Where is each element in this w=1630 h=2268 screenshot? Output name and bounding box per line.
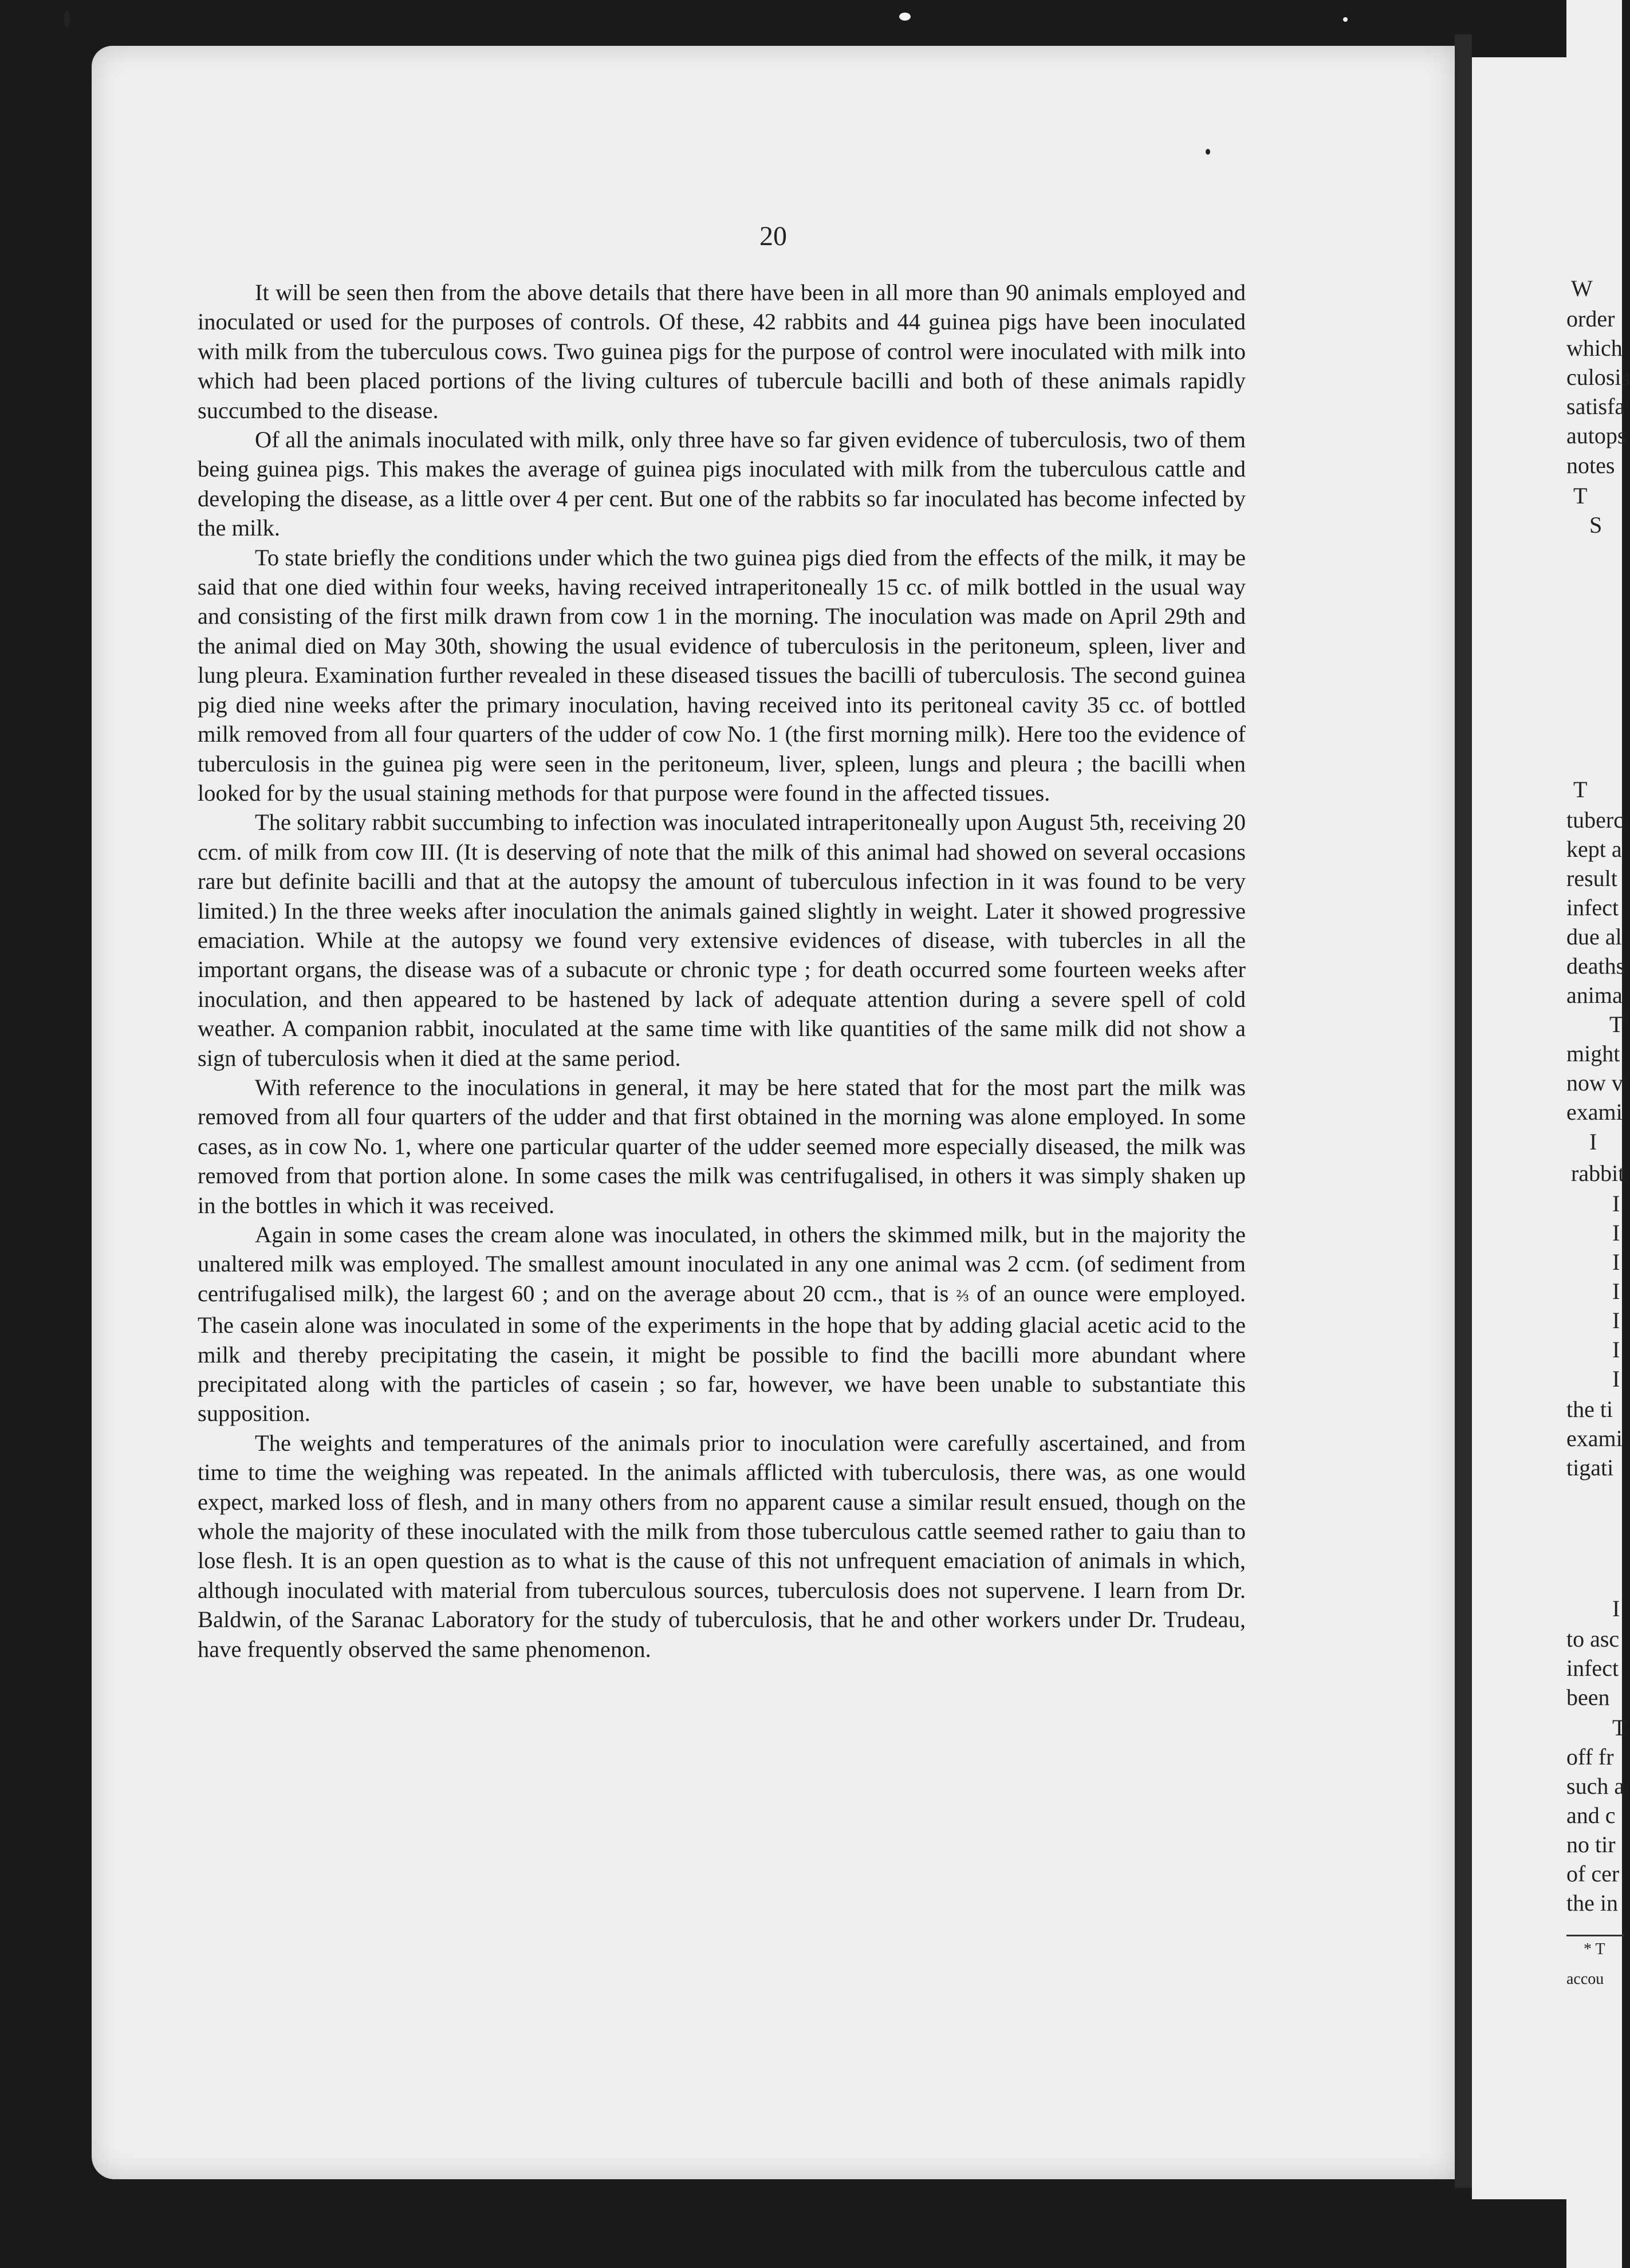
paragraph-4: The solitary rabbit succumbing to infection was inoculated intraperitoneally upon August 5th, receiving 20 ccm. of milk from cow III. (It is deserving of note that the milk of this animal had showed on several occasions rare but definite bacilli and that at the autopsy the amount of tuberculous infection in it was found to be very limited.) In the three weeks after inoculation the animals gained slightly in weight. Later it showed progressive emaciation. While at the autopsy we found very extensive evidences of disease, with tubercles in all the important organs, the disease was of a subacute or chronic type ; for death occurred some fourteen weeks after inoculation, and then appeared to be hastened by lack of adequate attention during a severe spell of cold weather. A companion rabbit, inoculated at the same time with like quantities of the same milk did not show a sign of tuberculosis when it died at the same period. — [198, 809, 1246, 1071]
fragment-line: I — [1612, 1366, 1620, 1392]
paragraph-6 — [198, 1220, 1246, 1428]
fragment-line: infect — [1566, 1655, 1619, 1681]
page-speck — [1206, 149, 1210, 155]
fragment-line: the ti — [1566, 1396, 1613, 1422]
fragment-line: and c — [1566, 1802, 1616, 1828]
fragment-line: I — [1612, 1308, 1620, 1333]
fragment-line: infect — [1566, 895, 1619, 920]
footnote-fragment: * T — [1584, 1940, 1605, 1958]
fragment-line: I — [1612, 1249, 1620, 1275]
scan-speck — [64, 10, 70, 27]
page-number: 20 — [759, 221, 787, 251]
scan-speck — [1343, 17, 1348, 22]
fragment-line: due al — [1566, 924, 1622, 950]
paragraph-6-part-1: Again in some cases the cream alone was inoculated, in others the skimmed milk, but in the majority the unaltered milk was employed. The smallest amount inoculated in any one animal was 2 ccm. (of sediment from centrifugalised milk), the largest 60 ; and on the average about 20 ccm., that is — [198, 1222, 1246, 1306]
paragraph-6-part-2: of an ounce were employed. The casein alone was inoculated in some of the experiments in the hope that by adding glacial acetic acid to the milk and thereby precipitating the casein, it might be possible to find the bacilli more abundant where precipitated along with the particles of casein ; so far, however, we have been unable to substantiate this supposition. — [198, 1280, 1246, 1427]
fragment-line: kept a — [1566, 836, 1622, 862]
fragment-line: S — [1589, 512, 1603, 538]
fragment-line: deaths — [1566, 953, 1625, 979]
fragment-line: T — [1573, 483, 1588, 509]
fragment-line: now v — [1566, 1070, 1623, 1096]
right-page-sliver — [1566, 0, 1630, 2268]
fragment-line: result — [1566, 865, 1617, 891]
fragment-line: exami — [1566, 1426, 1623, 1451]
fragment-line: the in — [1566, 1890, 1618, 1916]
book-gutter — [1455, 34, 1472, 2188]
fragment-line: I — [1612, 1337, 1620, 1363]
footnote-rule — [1566, 1935, 1624, 1936]
fragment-line: tuberc — [1566, 807, 1624, 833]
fragment-line: such a — [1566, 1773, 1625, 1799]
fragment-line: notes — [1566, 452, 1615, 478]
fragment-line: anima — [1566, 982, 1623, 1008]
paragraph-3: To state briefly the conditions under which the two guinea pigs died from the effects of the milk, it may be said that one died within four weeks, having received intraperitoneally 15 cc. of milk bottled in the usual way and consisting of the first milk drawn from cow 1 in the morning. The inoculation was made on April 29th and the animal died on May 30th, showing the usual evidence of tuberculosis in the peritoneum, spleen, liver and lung pleura. Examination further revealed in these diseased tissues the bacilli of tuberculosis. The second guinea pig died nine weeks after the primary inoculation, having received into its peritoneal cavity 35 cc. of bottled milk removed from all four quarters of the udder of cow No. 1 (the first morning milk). Here too the evidence of tuberculosis in the guinea pig were seen in the peritoneum, liver, spleen, lungs and pleura ; the bacilli when looked for by the usual staining methods for that purpose were found in the affected tissues. — [198, 544, 1246, 806]
fragment-line: which — [1566, 335, 1623, 361]
fragment-line: rabbit — [1571, 1160, 1625, 1186]
fragment-line: satisfa — [1566, 393, 1625, 419]
fragment-line: to asc — [1566, 1626, 1620, 1652]
paragraph-7: The weights and temperatures of the animals prior to inoculation were carefully ascertained, and from time to time the weighing was repeated. In the animals afflicted with tuberculosis, there was, as one would expect, marked loss of flesh, and in many others from no apparent cause a similar result ensued, though on the whole the majority of these inoculated with the milk from those tuberculous cattle seemed rather to gaiu than to lose flesh. It is an open question as to what is the cause of this not unfrequent emaciation of animals in which, although inoculated with material from tuberculous sources, tuberculosis does not supervene. I learn from Dr. Baldwin, of the Saranac Laboratory for the study of tuberculosis, that he and other workers under Dr. Trudeau, have frequently observed the same phenomenon. — [198, 1430, 1246, 1662]
fragment-line: might — [1566, 1041, 1620, 1066]
fraction-two-thirds: ⅔ — [956, 1286, 970, 1305]
fragment-line: tigati — [1566, 1455, 1614, 1480]
fragment-line: no tir — [1566, 1832, 1616, 1857]
fragment-line: I — [1612, 1220, 1620, 1246]
fragment-line: I — [1612, 1596, 1620, 1621]
fragment-line: I — [1612, 1191, 1620, 1216]
paragraph-2: Of all the animals inoculated with milk, only three have so far given evidence of tuberculosis, two of them being guinea pigs. This makes the average of guinea pigs inoculated with milk from the tuberculous cattle and developing the disease, as a little over 4 per cent. But one of the rabbits so far inoculated has become infected by the milk. — [198, 427, 1246, 541]
fragment-line: T — [1612, 1715, 1627, 1741]
fragment-line: T — [1609, 1011, 1624, 1037]
scan-speck — [899, 13, 911, 21]
paragraph-1: It will be seen then from the above details that there have been in all more than 90 animals employed and inoculated or used for the purposes of controls. Of these, 42 rabbits and 44 guinea pigs have been inoculated with milk from the tuberculous cows. Two guinea pigs for the purpose of control were inoculated with milk into which had been placed portions of the living cultures of tubercule bacilli and both of these animals rapidly succumbed to the disease. — [198, 279, 1246, 423]
paragraph-5: With reference to the inoculations in general, it may be here stated that for the most part the milk was removed from all four quarters of the udder and that first obtained in the morning was alone employed. In some cases, as in cow No. 1, where one particular quarter of the udder seemed more especially diseased, the milk was removed from that portion alone. In some cases the milk was centrifugalised, in others it was simply shaken up in the bottles in which it was received. — [198, 1074, 1246, 1218]
page-body — [198, 278, 1246, 1664]
fragment-line: off fr — [1566, 1744, 1614, 1770]
fragment-line: order — [1566, 306, 1615, 332]
fragment-line: autops — [1566, 423, 1627, 448]
fragment-line: I — [1612, 1278, 1620, 1304]
fragment-line: exami — [1566, 1099, 1623, 1125]
footnote-fragment: accou — [1566, 1970, 1604, 1988]
fragment-line: W — [1571, 275, 1593, 301]
fragment-line: culosis — [1566, 364, 1630, 390]
fragment-line: I — [1589, 1129, 1597, 1155]
fragment-line: been — [1566, 1684, 1610, 1710]
fragment-line: of cer — [1566, 1861, 1620, 1887]
fragment-line: T — [1573, 777, 1588, 802]
